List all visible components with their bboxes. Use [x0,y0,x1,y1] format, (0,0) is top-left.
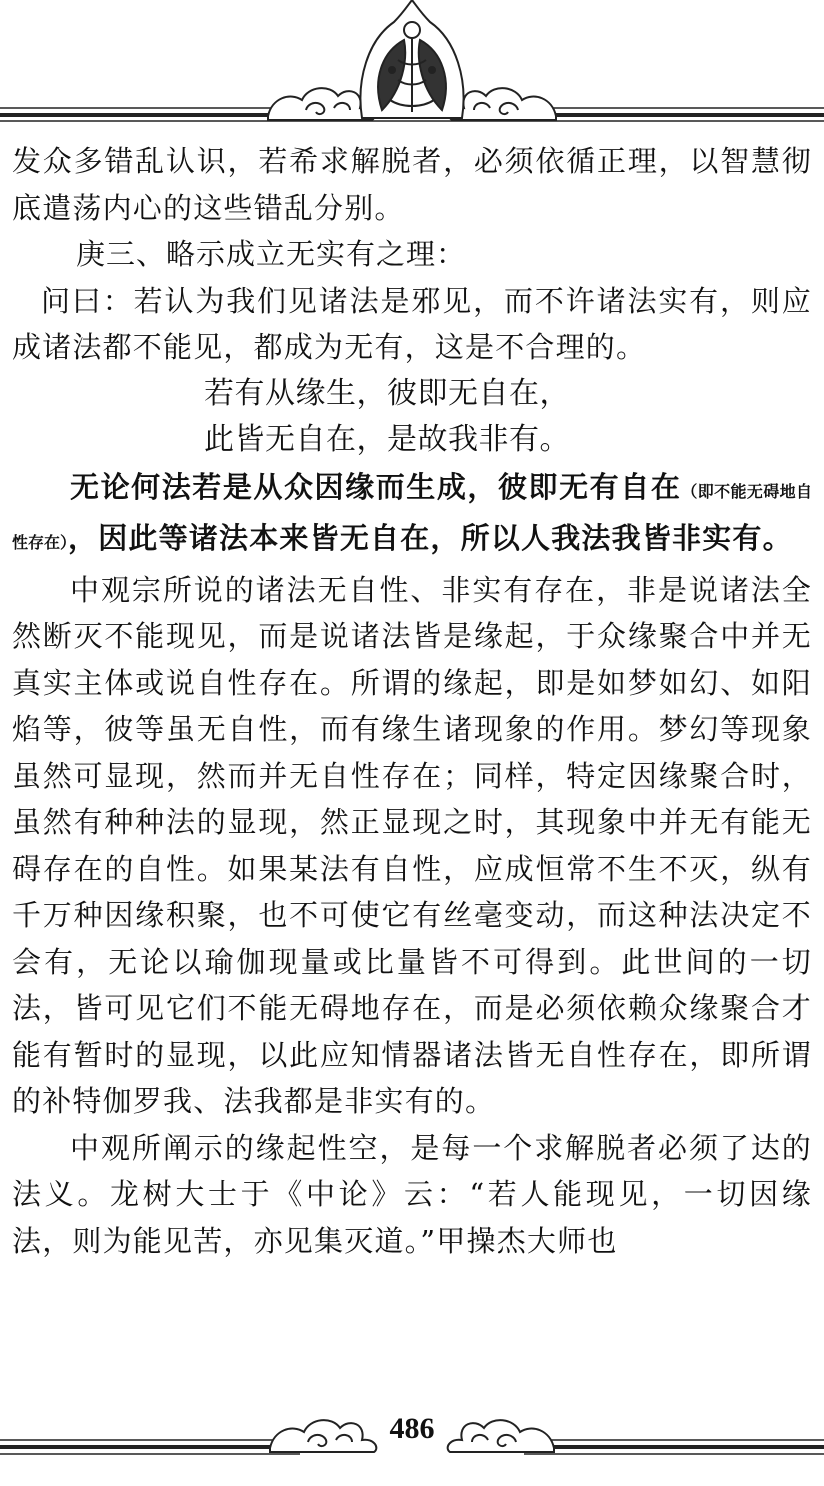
paragraph-continuation: 发众多错乱认识，若希求解脱者，必须依循正理，以智慧彻底遣荡内心的这些错乱分别。 [12,144,812,225]
page-number: 486 [389,1412,435,1445]
cloud-scroll-icon [270,1420,376,1452]
section-heading: 庚三、略示成立无实有之理： [76,237,467,271]
header-ornament [0,0,824,135]
last-paragraph: 中观所阐示的缘起性空，是每一个求解脱者必须了达的法义。龙树大士于《中论》云：“若人能现见，一切因缘法，则为能见苦，亦见集灭道。”甲操杰大师也 [12,1130,812,1258]
cloud-scroll-icon [450,88,556,120]
commentary-bold-text: ，因此等诸法本来皆无自在，所以人我法我皆非实有。 [68,521,793,555]
verse-commentary [12,464,812,567]
commentary-bold-text: 无论何法若是从众因缘而生成，彼即无有自在 [70,469,682,504]
cloud-scroll-icon [268,88,374,120]
verse-line: 若有从缘生，彼即无自在， [204,375,570,411]
verse-line: 此皆无自在，是故我非有。 [204,422,570,457]
vajra-fish-emblem-icon [360,0,463,118]
body-text [12,138,812,1264]
explanation-paragraph: 中观宗所说的诸法无自性、非实有存在，非是说诸法全然断灭不能现见，而是说诸法皆是缘起，于众缘聚合中并无真实主体或说自性存在。所谓的缘起，即是如梦如幻、如阳焰等，彼等虽无自性，而有缘生诸现象的作用。梦幻等现象虽然可显现，然而并无自性存在；同样，特定因缘聚合时，虽然有种种法的显现，然正显现之时，其现象中并无有能无碍存在的自性。如果某法有自性，应成恒常不生不灭，纵有千万种因缘积聚，也不可使它有丝毫变动，而这种法决定不会有，无论以瑜伽现量或比量皆不可得到。此世间的一切法，皆可见它们不能无碍地存在，而是必须依赖众缘聚合才能有暂时的显现，以此应知情器诸法皆无自性存在，即所谓的补特伽罗我、法我都是非实有的。 [12,572,812,1118]
question-paragraph: 问曰：若认为我们见诸法是邪见，而不许诸法实有，则应成诸法都不能见，都成为无有，这是不合理的。 [12,283,812,364]
commentary-note: （即不能无碍地自性存在） [12,481,812,552]
cloud-scroll-icon [448,1420,554,1452]
